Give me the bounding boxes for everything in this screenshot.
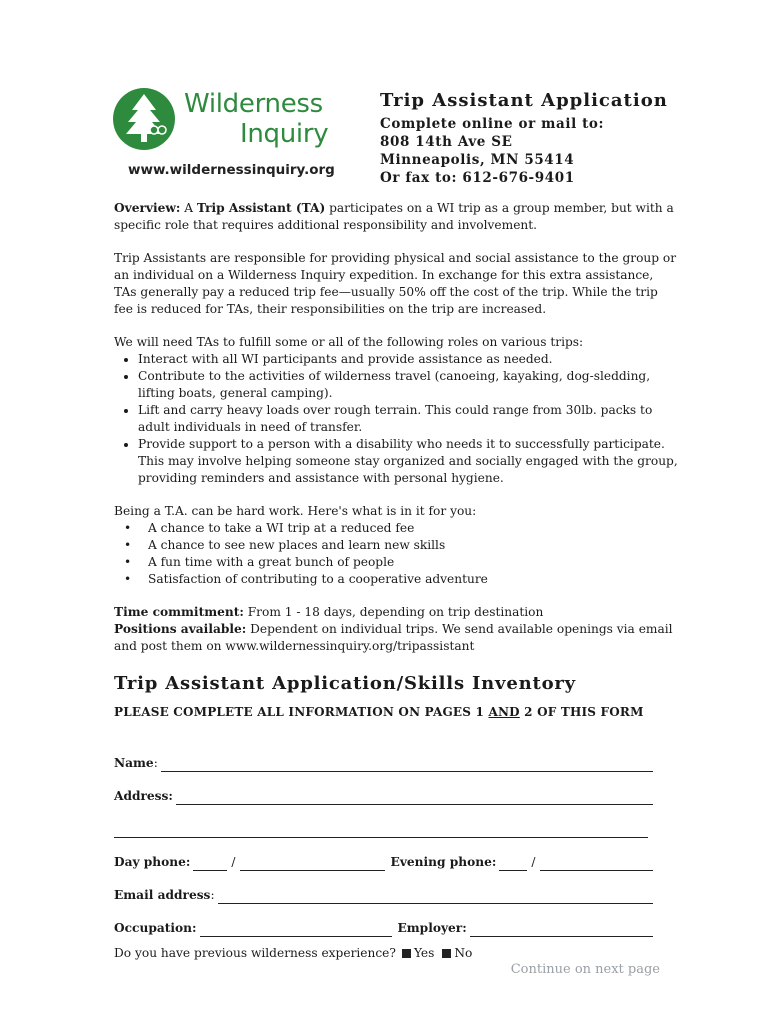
overview-paragraph xyxy=(114,200,679,234)
commitment-label: Time commitment: xyxy=(114,605,244,619)
logo-word-inquiry: Inquiry xyxy=(240,119,329,149)
main-content xyxy=(114,200,679,962)
contact-line-1: Complete online or mail to: xyxy=(380,116,605,132)
no-label: No xyxy=(454,946,473,960)
positions-label: Positions available: xyxy=(114,622,247,636)
address-row-2 xyxy=(114,805,651,838)
benefits-section xyxy=(114,503,679,588)
roles-intro: We will need TAs to fulfill some or all of the following roles on various trips: xyxy=(114,335,584,349)
email-field[interactable] xyxy=(218,891,653,904)
name-colon: : xyxy=(153,756,158,770)
instruction-pre: PLEASE COMPLETE ALL INFORMATION ON PAGES 1 xyxy=(114,705,489,719)
commitment-value: From 1 - 18 days, depending on trip destination xyxy=(243,605,544,619)
positions-line xyxy=(114,621,679,655)
yes-label: Yes xyxy=(413,946,435,960)
form-instruction xyxy=(114,704,679,721)
email-colon: : xyxy=(210,888,215,902)
phone-row xyxy=(114,838,656,871)
day-phone-label: Day phone: xyxy=(114,855,191,869)
wilderness-inquiry-logo xyxy=(112,86,348,186)
list-item: • Interact with all WI participants and provide assistance as needed. xyxy=(138,351,679,368)
contact-line-4: Or fax to: 612-676-9401 xyxy=(380,170,575,186)
employer-field[interactable] xyxy=(470,924,653,937)
day-phone-slash: / xyxy=(231,855,236,869)
list-item: • Satisfaction of contributing to a cooperative adventure xyxy=(148,571,679,588)
address-field[interactable] xyxy=(176,792,653,805)
occupation-row xyxy=(114,904,656,937)
instruction-and: AND xyxy=(488,705,520,719)
experience-question: Do you have previous wilderness experience? xyxy=(114,946,396,960)
overview-text: participates on a WI trip as a group member, but with a specific role that requires additional responsibility and involvement. xyxy=(114,201,674,232)
address-label: Address: xyxy=(114,789,173,803)
occupation-field[interactable] xyxy=(200,924,392,937)
header-block xyxy=(380,90,668,187)
overview-term: Trip Assistant (TA) xyxy=(196,201,326,215)
occupation-label: Occupation: xyxy=(114,921,197,935)
benefits-list xyxy=(114,520,679,588)
positions-value: Dependent on individual trips. We send available openings via email and post them on www.wildernessinquiry.org/tripassistant xyxy=(114,622,673,653)
benefits-intro: Being a T.A. can be hard work. Here's what is in it for you: xyxy=(114,504,477,518)
application-title: Trip Assistant Application xyxy=(380,90,668,111)
list-item: • Provide support to a person with a disability who needs it to successfully participate. This may involve helping someone stay organized and socially engaged with the group, providing reminders and assistance with personal hygiene. xyxy=(138,436,679,487)
list-item: • A chance to see new places and learn new skills xyxy=(148,537,679,554)
day-phone-area-field[interactable] xyxy=(193,858,227,871)
evening-phone-label: Evening phone: xyxy=(390,855,497,869)
form-section-title: Trip Assistant Application/Skills Inventory xyxy=(114,673,576,694)
evening-phone-slash: / xyxy=(531,855,536,869)
logo-word-wilderness: Wilderness xyxy=(184,89,323,119)
name-row xyxy=(114,739,656,772)
yes-checkbox[interactable] xyxy=(402,949,411,958)
list-item: • A fun time with a great bunch of people xyxy=(148,554,679,571)
email-row xyxy=(114,871,656,904)
contact-line-3: Minneapolis, MN 55414 xyxy=(380,152,575,168)
list-item: • Contribute to the activities of wilderness travel (canoeing, kayaking, dog-sledding, lifting boats, general camping). xyxy=(138,368,679,402)
list-item: • A chance to take a WI trip at a reduced fee xyxy=(148,520,679,537)
evening-phone-number-field[interactable] xyxy=(540,858,653,871)
overview-pre: A xyxy=(180,201,197,215)
instruction-post: 2 OF THIS FORM xyxy=(519,705,644,719)
evening-phone-area-field[interactable] xyxy=(499,858,527,871)
overview-label: Overview: xyxy=(114,201,181,215)
list-item: • Lift and carry heavy loads over rough terrain. This could range from 30lb. packs to adult individuals in need of transfer. xyxy=(138,402,679,436)
continue-note: Continue on next page xyxy=(510,962,660,977)
roles-section xyxy=(114,334,679,487)
name-label: Name xyxy=(114,756,154,770)
roles-list xyxy=(114,351,679,487)
day-phone-number-field[interactable] xyxy=(240,858,385,871)
employer-label: Employer: xyxy=(397,921,467,935)
name-field[interactable] xyxy=(161,759,653,772)
tree-logo-icon xyxy=(112,86,176,152)
logo-url: www.wildernessinquiry.org xyxy=(128,162,335,178)
address-field-2[interactable] xyxy=(114,825,648,838)
commitment-line xyxy=(114,604,679,621)
experience-row xyxy=(114,945,679,962)
no-checkbox[interactable] xyxy=(442,949,451,958)
contact-line-2: 808 14th Ave SE xyxy=(380,134,513,150)
email-label: Email address xyxy=(114,888,211,902)
address-row xyxy=(114,772,656,805)
responsibilities-paragraph: Trip Assistants are responsible for providing physical and social assistance to the group or an individual on a Wilderness Inquiry expedition. In exchange for this extra assistance, TAs generally pay a reduced trip fee—usually 50% off the cost of the trip. While the trip fee is reduced for TAs, their responsibilities on the trip are increased. xyxy=(114,251,677,316)
